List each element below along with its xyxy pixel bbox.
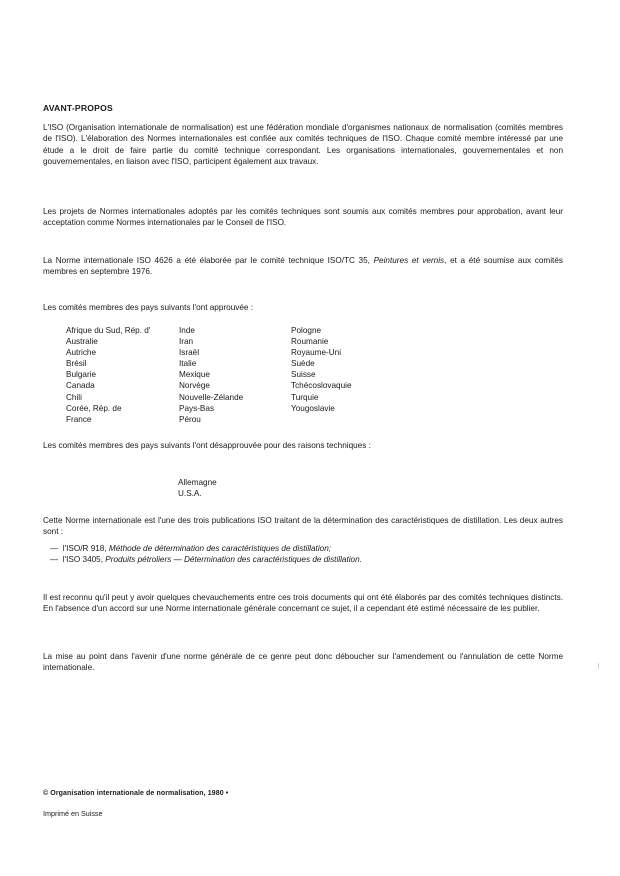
publication-ref: l'ISO/R 918,	[62, 544, 109, 553]
publication-ref: l'ISO 3405,	[62, 555, 106, 565]
country-item: Pays-Bas	[179, 403, 215, 413]
paragraph-related-publications: Cette Norme internationale est l'une des trois publications ISO traitant de la détermination des caractéristiques de distillation. Les deux autres sont :	[43, 516, 563, 537]
footer-printed: Imprimé en Suisse	[43, 809, 103, 818]
country-item: Suède	[291, 359, 315, 369]
country-item: Mexique	[179, 370, 210, 380]
country-item: U.S.A.	[178, 489, 202, 499]
country-item: Afrique du Sud, Rép. d'	[66, 326, 151, 335]
publication-title: Produits pétroliers — Détermination des caractéristiques de distillation.	[105, 555, 362, 565]
country-item: Bulgarie	[66, 370, 97, 380]
p3-committee-title: Peintures et vernis	[373, 256, 445, 265]
dash-bullet: —	[50, 544, 59, 553]
disapproving-countries-list	[178, 477, 217, 500]
country-item: Pologne	[291, 326, 322, 335]
country-item: Israël	[179, 348, 200, 358]
footer-copyright: © Organisation internationale de normalisation, 1980 •	[43, 790, 229, 797]
country-item: Autriche	[66, 348, 97, 358]
paragraph-overlap: Il est reconnu qu'il peut y avoir quelques chevauchements entre ces trois documents qui ont été élaborés par des comités techniques distincts. En l'absence d'un accord sur une Norme internationale générale concernant ce sujet, il a cependant été estimé nécessaire de les publier.	[43, 593, 563, 614]
paragraph-iso-4626	[43, 255, 563, 278]
country-item: Inde	[179, 326, 195, 335]
p3-text-after: , et a été soumise aux comités membres en septembre 1976.	[43, 256, 563, 277]
country-item: Yougoslavie	[291, 403, 335, 413]
country-item: Iran	[179, 337, 194, 347]
country-item: France	[66, 414, 92, 424]
country-item: Corée, Rép. de	[66, 403, 122, 413]
country-item: Turquie	[291, 392, 319, 402]
paragraph-disapproved-intro: Les comités membres des pays suivants l'ont désapprouvée pour des raisons techniques :	[43, 441, 371, 450]
p3-text-before: La Norme internationale ISO 4626 a été élaborée par le comité technique ISO/TC 35,	[43, 256, 374, 265]
scan-mark	[598, 663, 599, 669]
list-item	[50, 554, 563, 565]
country-item: Norvège	[179, 381, 210, 391]
country-item: Brésil	[66, 359, 87, 369]
related-publications-list	[50, 543, 563, 566]
country-item: Roumanie	[291, 337, 329, 347]
country-item: Chili	[66, 392, 82, 402]
country-item: Pérou	[179, 414, 201, 424]
country-item: Canada	[66, 381, 95, 391]
dash-bullet: —	[50, 555, 59, 565]
country-item: Royaume-Uni	[291, 348, 342, 358]
countries-column-3	[291, 325, 352, 414]
country-item: Allemagne	[178, 478, 217, 487]
country-item: Nouvelle-Zélande	[179, 392, 244, 402]
country-item: Tchécoslovaquie	[291, 381, 352, 391]
countries-column-2	[179, 325, 243, 425]
paragraph-future-standard: La mise au point dans l'avenir d'une norme générale de ce genre peut donc déboucher sur l'amendement ou l'annulation de cette Norme internationale.	[43, 652, 563, 673]
page-title: AVANT-PROPOS	[43, 103, 113, 113]
publication-title: Méthode de détermination des caractéristiques de distillation;	[108, 544, 332, 553]
paragraph-draft-adoption: Les projets de Normes internationales adoptés par les comités techniques sont soumis aux comités membres pour approbation, avant leur acceptation comme Normes internationales par le Conseil de l'ISO.	[43, 207, 563, 228]
paragraph-approved-intro: Les comités membres des pays suivants l'ont approuvée :	[43, 303, 253, 312]
country-item: Suisse	[291, 370, 316, 380]
country-item: Australie	[66, 337, 98, 347]
paragraph-iso-intro: L'ISO (Organisation internationale de normalisation) est une fédération mondiale d'organismes nationaux de normalisation (comités membres de l'ISO). L'élaboration des Normes internationales est confiée aux comités techniques de l'ISO. Chaque comité membre intéressé par une étude a le droit de faire partie du comité technique correspondant. Les organisations internationales, gouvernementales et non gouvernementales, en liaison avec l'ISO, participent également aux travaux.	[43, 123, 563, 166]
countries-column-1	[66, 325, 150, 425]
country-item: Italie	[179, 359, 197, 369]
list-item	[50, 543, 563, 554]
